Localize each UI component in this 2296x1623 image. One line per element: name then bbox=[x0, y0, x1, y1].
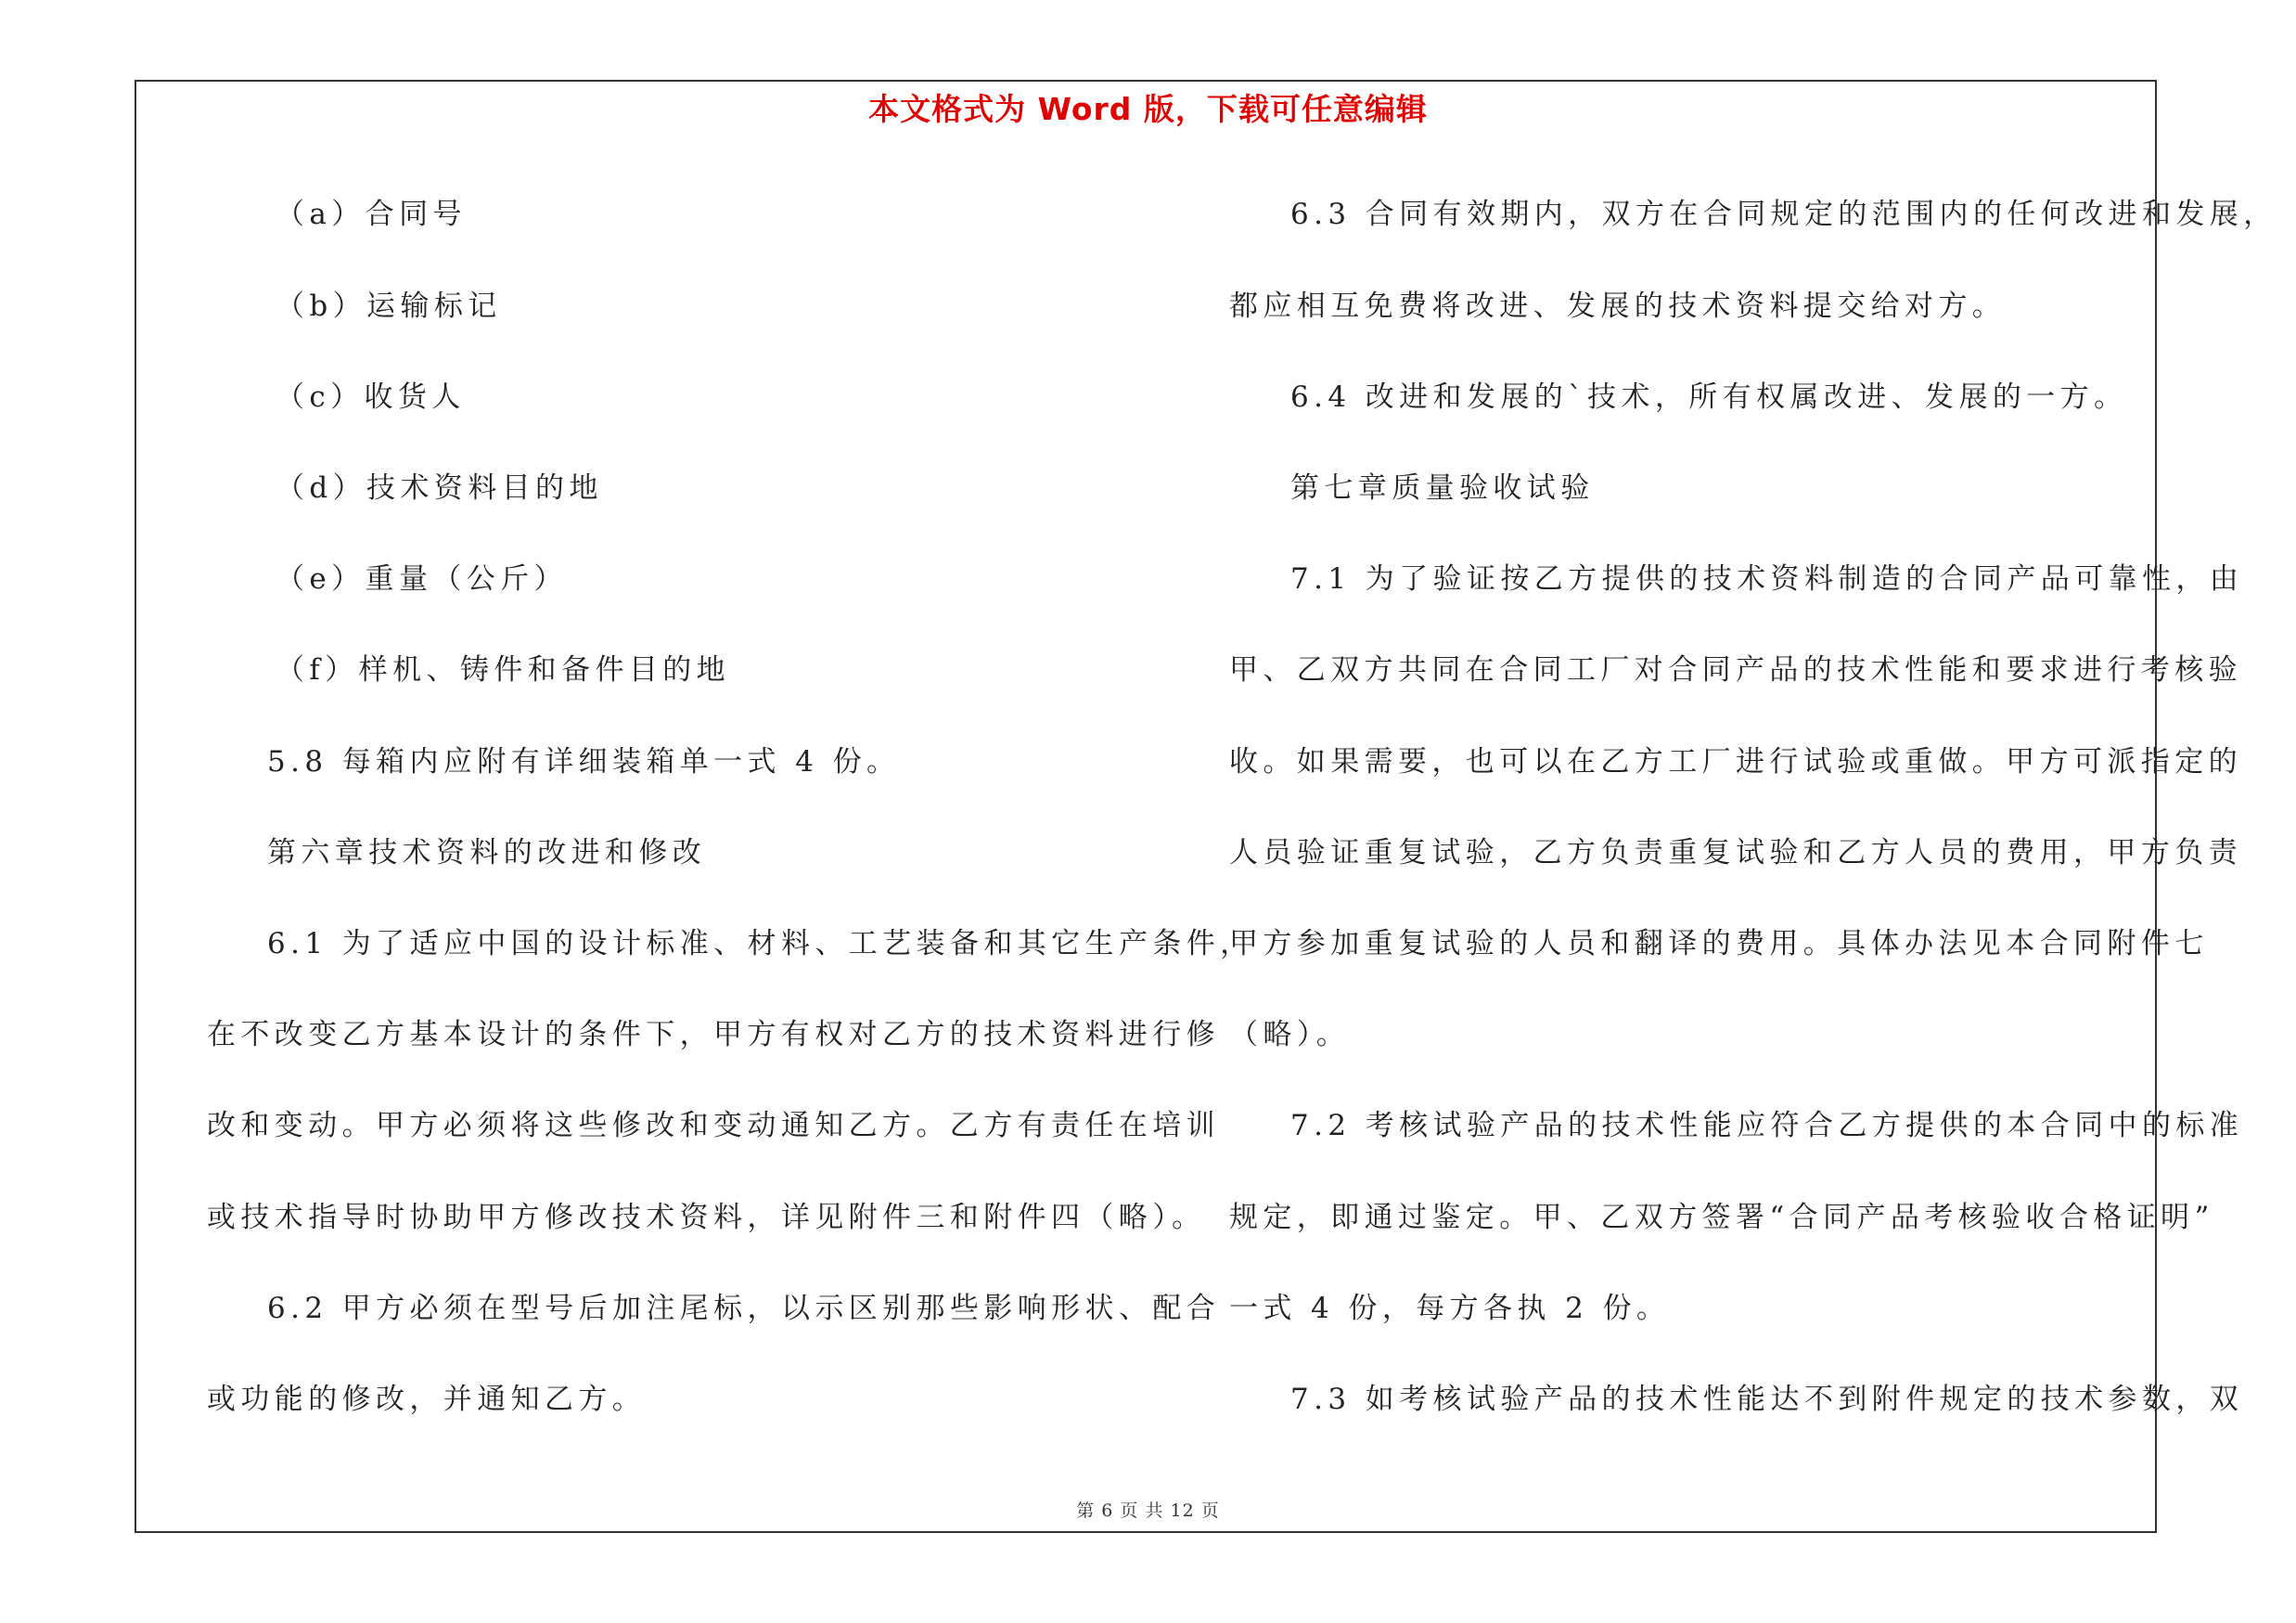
body-line: 一式 4 份，每方各执 2 份。 bbox=[1229, 1292, 1671, 1325]
body-line: 7.1 为了验证按乙方提供的技术资料制造的合同产品可靠性，由 bbox=[1290, 562, 2244, 596]
body-line: （b）运输标记 bbox=[276, 290, 502, 323]
body-line: 都应相互免费将改进、发展的技术资料提交给对方。 bbox=[1229, 290, 2007, 323]
body-line: 7.3 如考核试验产品的技术性能达不到附件规定的技术参数，双 bbox=[1290, 1383, 2244, 1416]
body-line: （d）技术资料目的地 bbox=[276, 471, 603, 505]
word-format-banner: 本文格式为 Word 版，下载可任意编辑 bbox=[868, 91, 1428, 127]
body-line: 收。如果需要，也可以在乙方工厂进行试验或重做。甲方可派指定的 bbox=[1229, 745, 2242, 779]
body-line: （略）。 bbox=[1229, 1018, 1351, 1051]
body-line: 7.2 考核试验产品的技术性能应符合乙方提供的本合同中的标准 bbox=[1290, 1109, 2244, 1142]
body-line: 6.2 甲方必须在型号后加注尾标，以示区别那些影响形状、配合 bbox=[267, 1292, 1221, 1325]
body-line: （f）样机、铸件和备件目的地 bbox=[276, 653, 731, 687]
body-line: （a）合同号 bbox=[276, 198, 467, 231]
body-line: 6.1 为了适应中国的设计标准、材料、工艺装备和其它生产条件， bbox=[267, 927, 1254, 960]
body-line: 6.4 改进和发展的`技术，所有权属改进、发展的一方。 bbox=[1290, 380, 2128, 414]
body-line: 或功能的修改，并通知乙方。 bbox=[207, 1383, 647, 1416]
body-line: 甲方参加重复试验的人员和翻译的费用。具体办法见本合同附件七 bbox=[1229, 927, 2209, 960]
chapter-heading: 第六章技术资料的改进和修改 bbox=[267, 836, 707, 869]
body-line: 改和变动。甲方必须将这些修改和变动通知乙方。乙方有责任在培训 bbox=[207, 1109, 1220, 1142]
body-line: 人员验证重复试验，乙方负责重复试验和乙方人员的费用，甲方负责 bbox=[1229, 836, 2242, 869]
chapter-heading: 第七章质量验收试验 bbox=[1290, 471, 1595, 505]
body-line: 6.3 合同有效期内，双方在合同规定的范围内的任何改进和发展， bbox=[1290, 198, 2277, 231]
body-line: 或技术指导时协助甲方修改技术资料，详见附件三和附件四（略）。 bbox=[207, 1201, 1206, 1234]
body-line: 甲、乙双方共同在合同工厂对合同产品的技术性能和要求进行考核验 bbox=[1229, 653, 2242, 687]
body-line: 规定，即通过鉴定。甲、乙双方签署“合同产品考核验收合格证明” bbox=[1229, 1201, 2214, 1234]
body-line: 在不改变乙方基本设计的条件下，甲方有权对乙方的技术资料进行修 bbox=[207, 1018, 1220, 1051]
page-number-footer: 第 6 页 共 12 页 bbox=[1076, 1501, 1220, 1521]
body-line: 5.8 每箱内应附有详细装箱单一式 4 份。 bbox=[267, 745, 901, 779]
body-line: （e）重量（公斤） bbox=[276, 562, 568, 596]
body-line: （c）收货人 bbox=[276, 380, 466, 414]
